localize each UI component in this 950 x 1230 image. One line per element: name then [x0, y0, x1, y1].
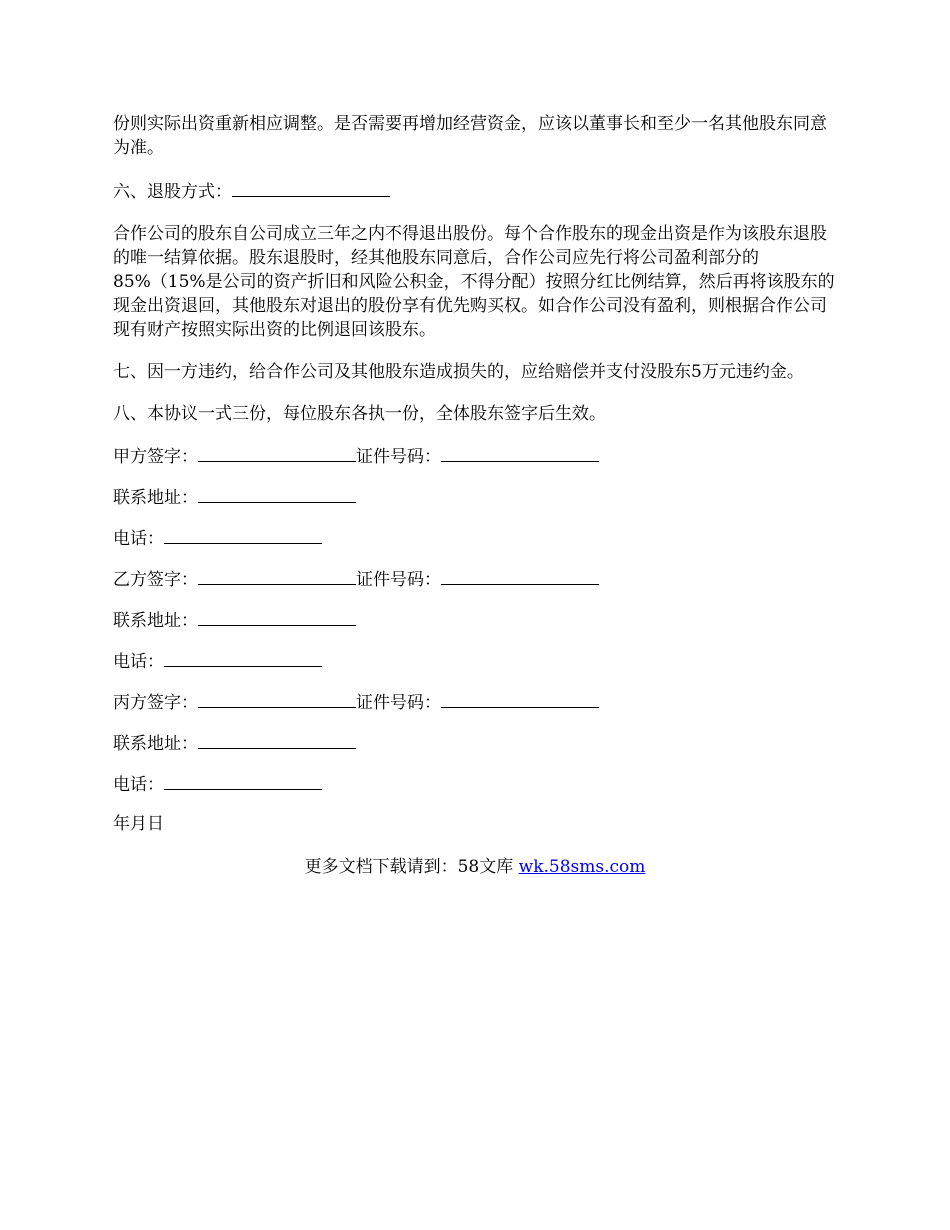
party-a-signature-blank[interactable] — [198, 443, 356, 462]
party-b-sign-line — [113, 566, 843, 590]
section-6-heading — [113, 178, 843, 204]
section-8: 八、本协议一式三份，每位股东各执一份，全体股东签字后生效。 — [113, 404, 606, 424]
document-body — [113, 112, 843, 836]
party-b-signature-blank[interactable] — [198, 566, 356, 585]
section-7: 七、因一方违约，给合作公司及其他股东造成损失的，应给赔偿并支付没股东5万元违约金。 — [113, 362, 804, 382]
party-b-phone-blank[interactable] — [164, 648, 322, 667]
party-a-address-blank[interactable] — [198, 484, 356, 503]
party-c-id-blank[interactable] — [441, 689, 599, 708]
party-c-address-blank[interactable] — [198, 730, 356, 749]
party-b-id-label: 证件号码： — [356, 570, 441, 590]
party-b-sign-label: 乙方签字： — [113, 570, 198, 590]
party-a-id-label: 证件号码： — [356, 447, 441, 467]
party-c-sign-line — [113, 689, 843, 713]
party-b-phone-line — [113, 648, 843, 672]
section-6-body: 合作公司的股东自公司成立三年之内不得退出股份。每个合作股东的现金出资是作为该股东退股的唯一结算依据。股东退股时，经其他股东同意后，合作公司应先行将公司盈利部分的85%（15%是公司的资产折旧和风险公积金，不得分配）按照分红比例结算，然后再将该股东的现金出资退回，其他股东对退出的股份享有优先购买权。如合作公司没有盈利，则根据合作公司现有财产按照实际出资的比例退回该股东。 — [113, 224, 835, 340]
party-a-phone-line — [113, 525, 843, 549]
party-a-address-line — [113, 484, 843, 508]
party-a-phone-blank[interactable] — [164, 525, 322, 544]
party-a-sign-line — [113, 443, 843, 467]
footer — [0, 855, 950, 879]
paragraph-continuation: 份则实际出资重新相应调整。是否需要再增加经营资金，应该以董事长和至少一名其他股东同意为准。 — [113, 114, 827, 158]
section-6-label: 六、退股方式： — [113, 182, 232, 202]
party-a-sign-label: 甲方签字： — [113, 447, 198, 467]
party-c-sign-label: 丙方签字： — [113, 693, 198, 713]
party-c-signature-blank[interactable] — [198, 689, 356, 708]
party-a-id-blank[interactable] — [441, 443, 599, 462]
date-line: 年月日 — [113, 814, 164, 834]
withdrawal-method-blank[interactable] — [232, 178, 390, 197]
footer-text: 更多文档下载请到：58文库 — [304, 857, 514, 877]
party-b-address-label: 联系地址： — [113, 611, 198, 631]
party-c-phone-line — [113, 771, 843, 795]
party-c-address-label: 联系地址： — [113, 734, 198, 754]
footer-link[interactable]: wk.58sms.com — [518, 857, 646, 877]
party-a-phone-label: 电话： — [113, 529, 164, 549]
party-a-address-label: 联系地址： — [113, 488, 198, 508]
party-c-phone-blank[interactable] — [164, 771, 322, 790]
party-c-address-line — [113, 730, 843, 754]
party-b-address-line — [113, 607, 843, 631]
party-b-address-blank[interactable] — [198, 607, 356, 626]
party-b-id-blank[interactable] — [441, 566, 599, 585]
party-b-phone-label: 电话： — [113, 652, 164, 672]
party-c-phone-label: 电话： — [113, 775, 164, 795]
party-c-id-label: 证件号码： — [356, 693, 441, 713]
